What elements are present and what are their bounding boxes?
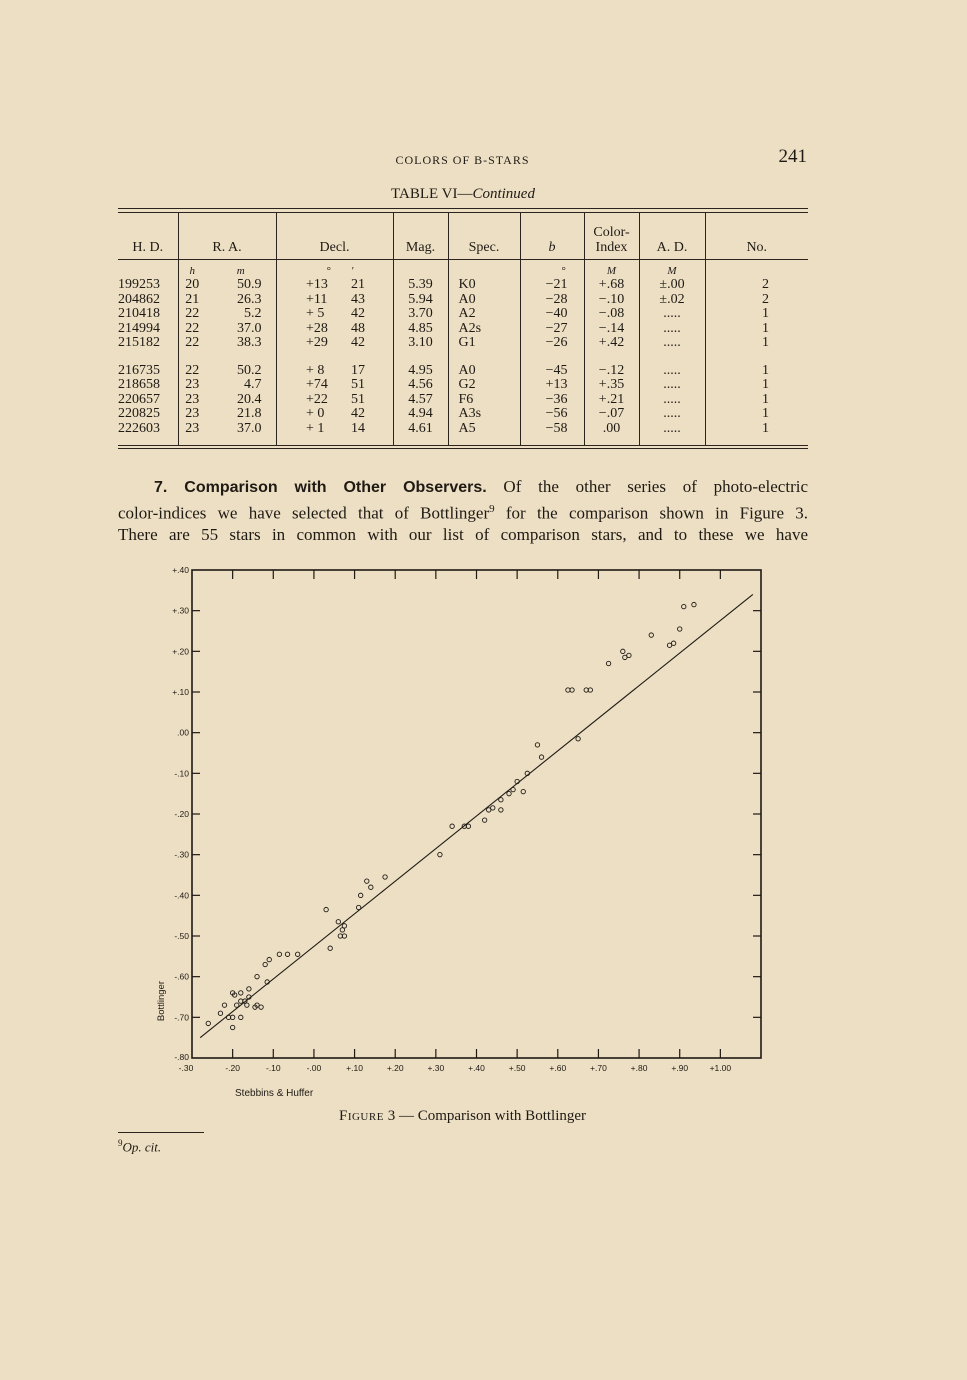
cell-color-index: −.12 [584,364,639,379]
data-point [499,808,503,812]
cell-ad: ..... [639,422,705,437]
data-point [285,952,289,956]
section-paragraph [118,476,808,545]
data-point [521,789,525,793]
cell-pad [276,422,306,437]
x-tick-label: +.70 [590,1063,607,1073]
cell-spec: K0 [448,278,520,293]
col-ra: R. A. [178,213,276,260]
data-point [671,641,675,645]
cell-ad: ..... [639,364,705,379]
cell-ad: ..... [639,336,705,351]
data-point [621,649,625,653]
cell-decl-m: 51 [351,378,393,393]
cell-decl-d: + 8 [306,362,325,378]
data-point [482,818,486,822]
footnote-ref: 9 [489,502,495,515]
data-point [235,1003,239,1007]
cell-pad [705,407,760,422]
data-point [277,952,281,956]
cell-spec: A5 [448,422,520,437]
data-point [267,957,271,961]
data-point [222,1003,226,1007]
unit-blank [276,260,306,279]
cell-hd: 222603 [118,422,178,437]
unit-blank [448,260,520,279]
y-tick-label: -.60 [174,971,189,982]
cell-decl-m: 48 [351,322,393,337]
cell-hd: 220657 [118,393,178,408]
para-line-1 [118,476,808,499]
cell-decl-m: 14 [351,422,393,437]
data-point [340,928,344,932]
data-point [328,946,332,950]
data-point [535,743,539,747]
cell-pad [276,393,306,408]
cell-ra-m: 38.3 [206,336,276,351]
data-point [678,627,682,631]
cell-hd: 214994 [118,322,178,337]
cell-ra-h: 21 [185,291,200,307]
cell-decl-m: 51 [351,393,393,408]
data-point [499,798,503,802]
cell-hd: 215182 [118,336,178,351]
cell-pad [276,407,306,422]
data-point [383,875,387,879]
col-mag: Mag. [393,213,448,260]
data-point [692,602,696,606]
cell-b: −58 [520,422,584,437]
data-point [369,885,373,889]
data-point [576,737,580,741]
x-tick-label: -.30 [178,1063,194,1073]
x-tick-label: +.90 [671,1063,689,1073]
para-line-2 [118,499,808,524]
x-tick-label: -.00 [306,1063,322,1073]
cell-no: 2 [762,291,769,307]
cell-b: −36 [520,393,584,408]
x-tick-label: +.40 [468,1063,485,1073]
cell-b: −56 [520,407,584,422]
unit-blank [393,260,448,279]
data-point [507,791,511,795]
table-row [118,307,808,322]
cell-no: 1 [762,406,769,421]
data-point [206,1021,210,1025]
cell-decl-d: +13 [306,277,328,292]
data-point [450,824,454,828]
unit-blank [118,260,178,279]
table-row [118,378,808,393]
col-hd: H. D. [118,213,178,260]
cell-ra-h: 23 [185,420,200,436]
cell-color-index: +.68 [584,278,639,293]
cell-pad [276,378,306,393]
footnote [118,1138,161,1155]
cell-mag: 5.94 [393,293,448,308]
cell-hd: 199253 [118,278,178,293]
cell-mag: 3.70 [393,307,448,322]
section-heading: 7. Comparison with Other Observers. [154,479,487,496]
data-point [295,952,299,956]
table-end [118,436,808,446]
cell-ra-h: 23 [185,406,200,421]
cell-no: 1 [762,335,769,350]
data-table [118,208,808,449]
y-tick-label: +.20 [172,646,189,657]
y-tick-label: +.10 [172,687,189,697]
cell-color-index: −.07 [584,407,639,422]
para-line-2b: for the comparison shown in Figure 3. [494,503,808,523]
table-row [118,364,808,379]
x-tick-label: -.10 [265,1063,281,1073]
cell-no: 1 [762,420,769,436]
cell-ra-h: 23 [185,377,200,392]
cell-spec: F6 [448,393,520,408]
cell-ad: ..... [639,407,705,422]
unit-ra-m: m [206,260,276,279]
cell-pad [705,307,760,322]
cell-color-index: +.42 [584,336,639,351]
cell-b: −28 [520,293,584,308]
cell-ra-h: 22 [185,335,200,350]
para-line-1-text: Of the other series of photo-electric [486,477,808,496]
cell-pad [276,336,306,351]
cell-ad: ±.00 [639,278,705,293]
cell-pad [276,364,306,379]
cell-spec: A0 [448,364,520,379]
cell-ra-m: 26.3 [206,293,276,308]
y-tick-label: -.40 [174,890,189,901]
data-point [356,905,360,909]
unit-blank [760,260,808,279]
cell-decl-d: +22 [306,391,328,407]
cell-decl-d: + 5 [306,306,325,321]
cell-decl-d: +11 [306,291,328,307]
cell-color-index: −.10 [584,293,639,308]
data-point [438,852,442,856]
table-caption-main: TABLE VI— [391,186,473,202]
cell-ra-m: 37.0 [206,322,276,337]
cell-ra-m: 50.9 [206,278,276,293]
cell-mag: 4.94 [393,407,448,422]
cell-b: −40 [520,307,584,322]
data-point [230,1025,234,1029]
data-point [606,661,610,665]
data-point [511,787,515,791]
unit-ra-h: h [189,264,195,277]
cell-spec: G2 [448,378,520,393]
cell-decl-m: 42 [351,336,393,351]
cell-pad [705,293,760,308]
x-tick-label: +.50 [508,1063,526,1073]
cell-ra-m: 50.2 [206,364,276,379]
col-ad: A. D. [639,213,705,260]
running-head [0,146,967,174]
cell-mag: 5.39 [393,278,448,293]
para-line-2a: color-indices we have selected that of Bottlinger [118,503,490,523]
cell-no: 1 [762,391,769,407]
cell-ra-h: 22 [185,320,200,336]
cell-decl-d: + 0 [306,406,325,421]
footnote-rule [118,1132,204,1133]
cell-pad [276,293,306,308]
table-caption [118,186,808,203]
table-row [118,293,808,308]
unit-decl-min: ′ [351,260,393,279]
cell-ra-h: 23 [185,391,200,407]
cell-mag: 4.61 [393,422,448,437]
cell-ra-m: 4.7 [206,378,276,393]
data-point [239,1015,243,1019]
cell-spec: A2 [448,307,520,322]
table-row [118,407,808,422]
cell-spec: A3s [448,407,520,422]
table-body [118,260,808,446]
cell-mag: 4.95 [393,364,448,379]
footnote-text: Op. cit. [122,1139,162,1155]
cell-decl-m: 42 [351,407,393,422]
cell-pad [705,364,760,379]
cell-mag: 3.10 [393,336,448,351]
cell-ad: ..... [639,378,705,393]
cell-no: 1 [762,306,769,321]
cell-ra-h: 22 [185,362,200,378]
cell-color-index: .00 [584,422,639,437]
cell-decl-d: +29 [306,335,328,350]
cell-ad: ..... [639,322,705,337]
table-row [118,393,808,408]
x-tick-label: +.20 [386,1063,404,1073]
x-tick-label: +1.00 [709,1063,732,1073]
data-point [365,879,369,883]
y-tick-label: -.10 [174,768,189,779]
cell-no: 1 [762,377,769,392]
cell-spec: A0 [448,293,520,308]
cell-no: 1 [762,320,769,336]
x-tick-label: -.20 [225,1063,240,1073]
cell-no: 2 [762,277,769,292]
cell-ra-m: 37.0 [206,422,276,437]
cell-spec: A2s [448,322,520,337]
cell-decl-m: 43 [351,293,393,308]
cell-hd: 204862 [118,293,178,308]
cell-ad: ..... [639,307,705,322]
x-tick-label: +.10 [346,1063,363,1073]
cell-pad [705,378,760,393]
cell-hd: 220825 [118,407,178,422]
page-number: 241 [778,146,807,167]
x-tick-label: +.60 [549,1063,567,1073]
cell-hd: 218658 [118,378,178,393]
cell-pad [705,278,760,293]
scatter-chart [150,560,780,1080]
col-spec: Spec. [448,213,520,260]
figure-caption-text: 3 — Comparison with Bottlinger [383,1108,587,1124]
x-tick-label: +.30 [427,1063,445,1073]
cell-decl-d: +74 [306,377,328,392]
y-tick-label: -.20 [174,809,189,819]
cell-ra-h: 20 [185,277,200,292]
cell-pad [276,278,306,293]
cell-decl-d: + 1 [306,420,325,436]
cell-color-index: +.21 [584,393,639,408]
y-tick-label: -.30 [174,849,189,860]
col-decl: Decl. [276,213,393,260]
data-point [247,987,251,991]
cell-decl-m: 21 [351,278,393,293]
cell-b: −27 [520,322,584,337]
cell-spec: G1 [448,336,520,351]
col-color-index [584,213,639,260]
cell-hd: 210418 [118,307,178,322]
unit-blank [705,260,760,279]
figure-label: Figure [338,1108,384,1124]
group-gap [118,351,808,364]
data-point [263,962,267,966]
data-point [245,1003,249,1007]
cell-color-index: −.14 [584,322,639,337]
cell-mag: 4.57 [393,393,448,408]
data-point [255,974,259,978]
cell-no: 1 [762,362,769,378]
units-row [118,260,808,279]
fit-line [200,594,753,1037]
cell-pad [705,336,760,351]
cell-ra-h: 22 [185,306,200,321]
cell-decl-d: +28 [306,320,328,336]
cell-ra-m: 5.2 [206,307,276,322]
unit-ci: M [584,260,639,279]
cell-ad: ..... [639,393,705,408]
cell-b: −26 [520,336,584,351]
data-point [358,893,362,897]
table-row [118,336,808,351]
data-point [539,755,543,759]
footnote-marker: 9 [118,1138,123,1148]
col-color-index-l1: Color- [593,225,630,240]
data-point [239,991,243,995]
cell-b: −21 [520,278,584,293]
para-line-3: There are 55 stars in common with our list of comparison stars, and to these we have [118,524,808,544]
cell-pad [705,422,760,437]
running-title: COLORS OF B-STARS [395,153,530,167]
x-tick-label: +.80 [630,1063,648,1073]
cell-pad [276,322,306,337]
col-no: No. [705,213,808,260]
cell-mag: 4.85 [393,322,448,337]
cell-color-index: −.08 [584,307,639,322]
table-row [118,322,808,337]
cell-hd: 216735 [118,364,178,379]
cell-b: +13 [520,378,584,393]
table-caption-continued: Continued [472,186,535,202]
data-point [324,907,328,911]
cell-pad [705,322,760,337]
y-tick-label: -.50 [174,931,189,941]
cell-pad [705,393,760,408]
col-color-index-l2: Index [595,240,628,255]
y-tick-label: +.30 [172,605,189,616]
unit-b: ° [520,260,584,279]
data-point [649,633,653,637]
x-axis-label: Stebbins & Huffer [235,1088,314,1099]
data-point [336,920,340,924]
table-row [118,422,808,437]
cell-b: −45 [520,364,584,379]
cell-color-index: +.35 [584,378,639,393]
y-axis-label: Bottlinger [156,980,167,1022]
y-tick-label: .00 [177,727,189,738]
y-tick-label: -.70 [174,1012,189,1023]
table-row [118,278,808,293]
y-tick-label: +.40 [172,565,189,575]
cell-ad: ±.02 [639,293,705,308]
cell-ra-m: 21.8 [206,407,276,422]
unit-ad: M [639,260,705,279]
data-point [218,1011,222,1015]
cell-ra-m: 20.4 [206,393,276,408]
col-b: b [520,213,584,260]
figure-caption [0,1108,925,1125]
cell-decl-m: 42 [351,307,393,322]
y-tick-label: -.80 [174,1052,189,1062]
cell-mag: 4.56 [393,378,448,393]
cell-decl-m: 17 [351,364,393,379]
data-point [491,806,495,810]
cell-pad [276,307,306,322]
data-point [259,1005,263,1009]
unit-decl-deg: ° [326,264,331,277]
data-point [627,653,631,657]
data-point [682,604,686,608]
